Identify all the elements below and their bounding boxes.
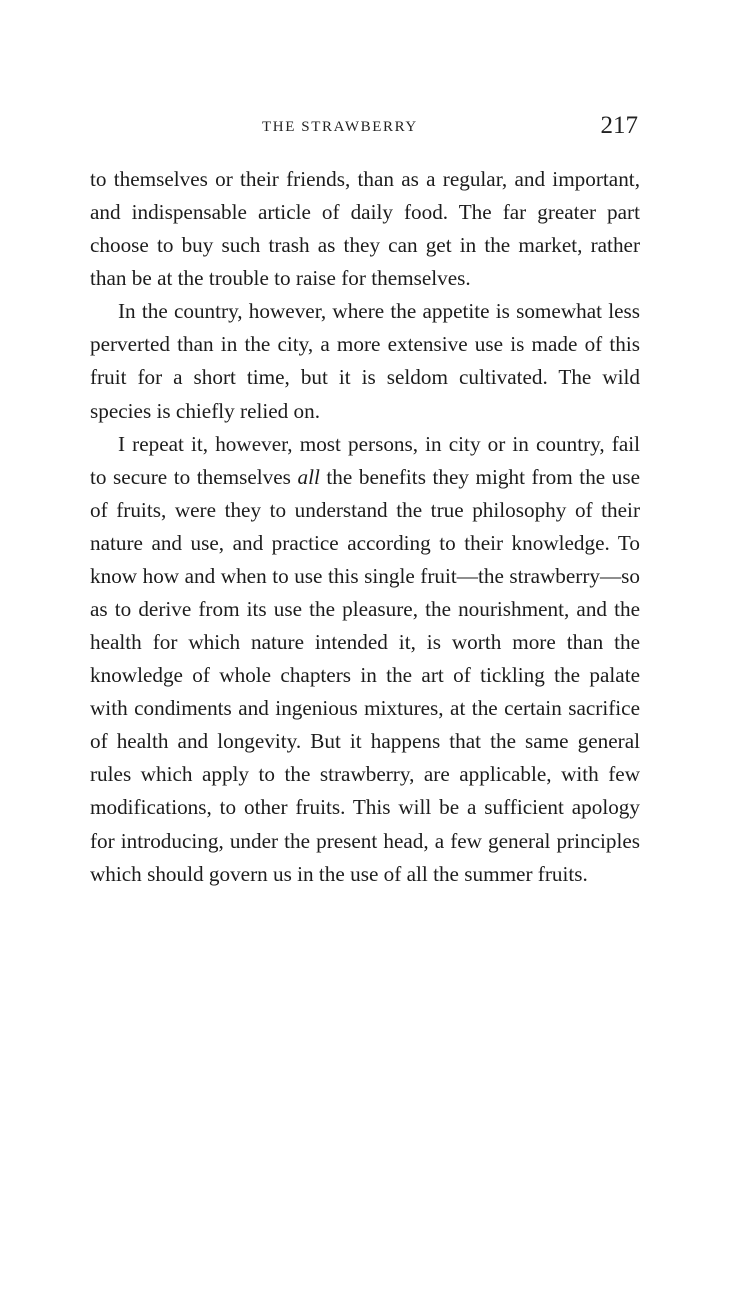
paragraph-general-principles	[90, 428, 640, 891]
paragraph-continuation: to themselves or their friends, than as a regular, and important, and indispensable article of daily food. The far greater part choose to buy such trash as they can get in the market, rather than be at the trouble to raise for themselves.	[90, 167, 640, 291]
running-head	[90, 112, 640, 144]
emphasized-word: all	[297, 464, 320, 489]
paragraph-text-after: the benefits they might from the use of fruits, were they to understand the true philosophy of their nature and use, and practice according to their knowledge. To know how and when to use this single fruit—the strawberry—so as to derive from its use the pleasure, the nourishment, and the health for which nature intended it, is worth more than the knowledge of whole chapters in the art of tickling the palate with condiments and ingenious mixtures, at the certain sacrifice of health and longevity. But it happens that the same general rules which apply to the strawberry, are applicable, with few modifications, to other fruits. This will be a sufficient apology for introducing, under the present head, a few general principles which should govern us in the use of all the summer fruits.	[90, 464, 641, 886]
body-text	[90, 163, 640, 891]
paragraph-country: In the country, however, where the appetite is somewhat less perverted than in the city, a more extensive use is made of this fruit for a short time, but it is seldom cultivated. The wild species is chiefly relied on.	[90, 299, 640, 423]
paragraph-text-before: I repeat it, however, most persons, in city or in country, fail to secure to themselves	[90, 431, 640, 489]
running-title: THE STRAWBERRY	[262, 119, 418, 135]
page-number: 217	[600, 112, 638, 139]
